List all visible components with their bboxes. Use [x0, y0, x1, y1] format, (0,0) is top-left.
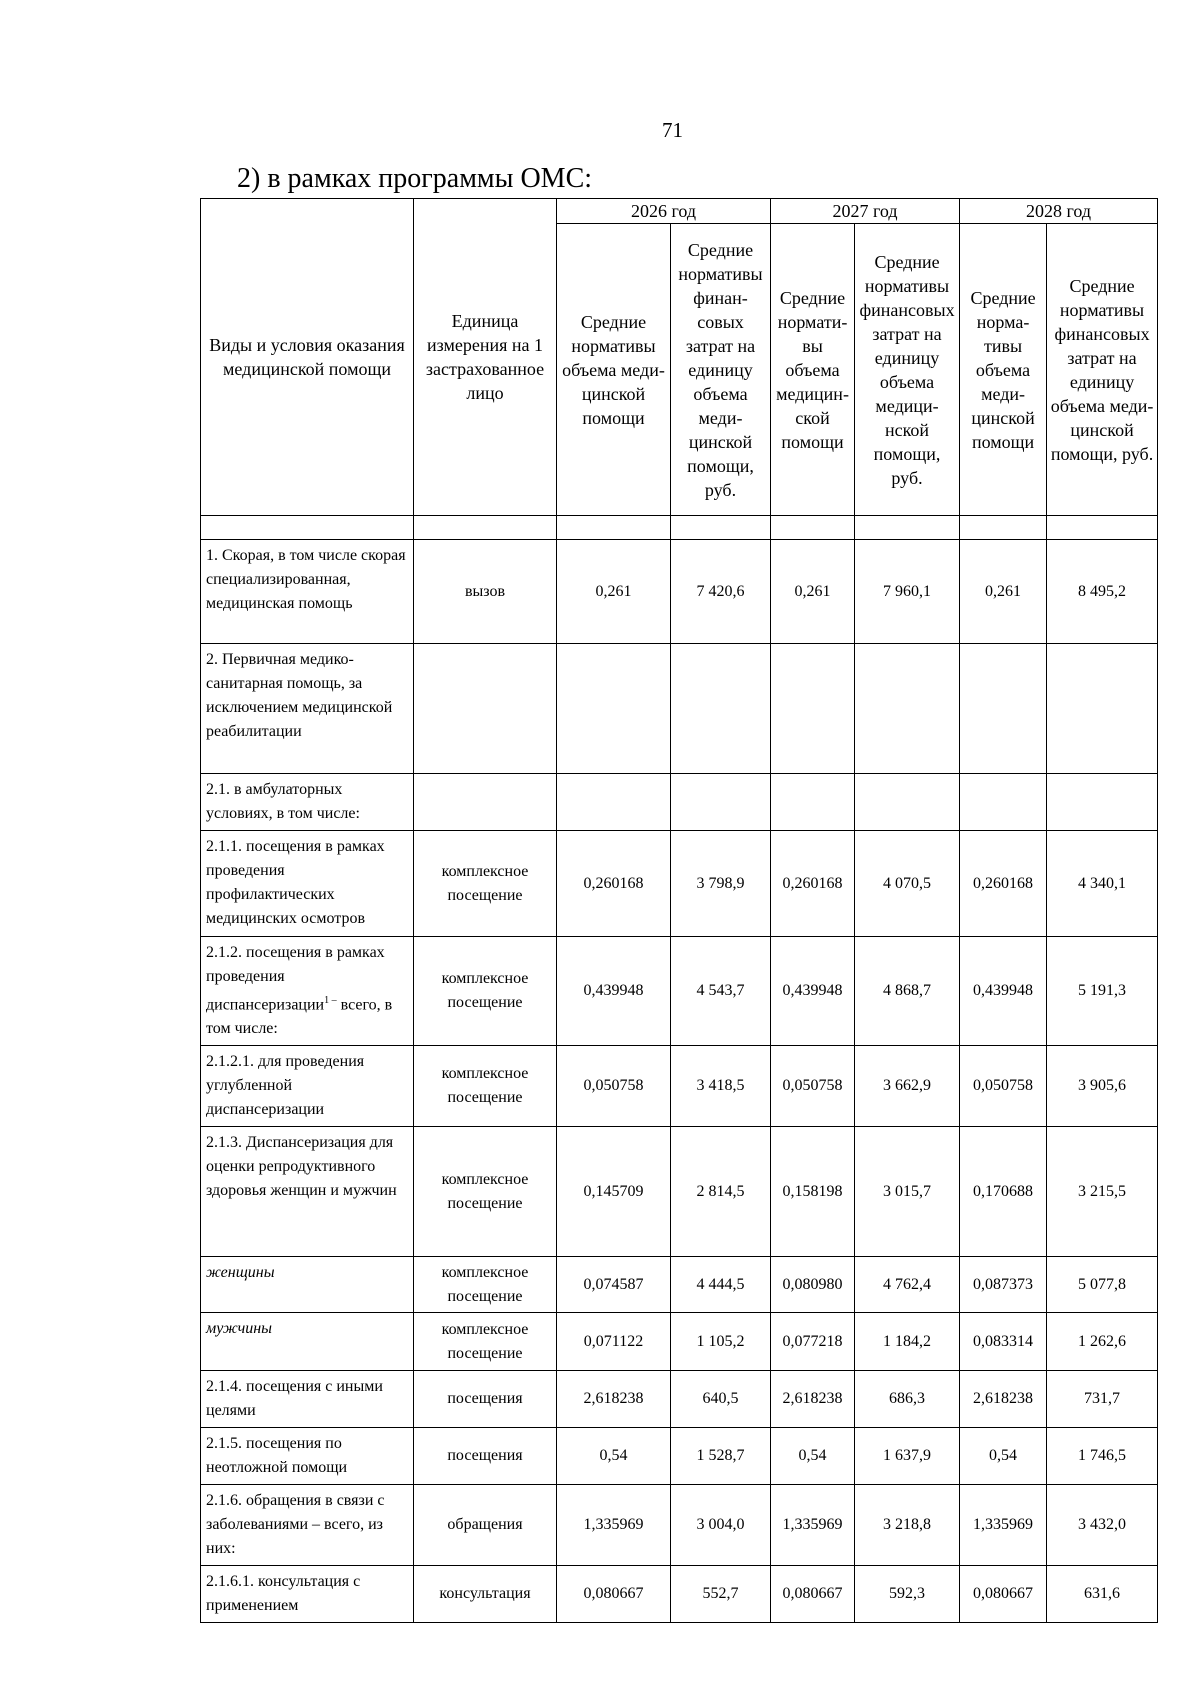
row-unit: комплексное посещение	[414, 937, 557, 1046]
row-name-text: 2. Первичная медико-санитарная помощь, за исключением медицинской реабилитации	[206, 651, 393, 740]
cell-volume-2027: 0,439948	[771, 937, 855, 1046]
cell-volume-2026: 2,618238	[557, 1371, 671, 1428]
cell-volume-2028: 0,439948	[960, 937, 1047, 1046]
cell-cost-2028: 3 215,5	[1047, 1127, 1158, 1257]
cell-volume-2028: 0,260168	[960, 831, 1047, 937]
cell-volume-2027: 1,335969	[771, 1485, 855, 1566]
cell-volume-2026: 0,260168	[557, 831, 671, 937]
cell-volume-2027: 0,261	[771, 540, 855, 644]
cell-cost-2026: 7 420,6	[671, 540, 771, 644]
cell-volume-2028: 1,335969	[960, 1485, 1047, 1566]
row-unit: комплексное посещение	[414, 1313, 557, 1371]
cell-cost-2028: 5 077,8	[1047, 1257, 1158, 1313]
cell-cost-2028: 3 432,0	[1047, 1485, 1158, 1566]
row-name-text: мужчины	[206, 1320, 272, 1338]
row-name-text: 1. Скорая, в том числе скорая специализированная, медицинская помощь	[206, 547, 406, 612]
cell-volume-2028	[960, 774, 1047, 831]
table-row	[201, 1428, 1158, 1485]
row-name-text: 2.1.2. посещения в рамках проведения диспансеризации	[206, 944, 385, 1014]
header-cost-2028: Средние нормативы финансовых затрат на единицу объема медицинской помощи, руб.	[1047, 224, 1158, 516]
row-unit: консультация	[414, 1566, 557, 1623]
cell-volume-2026: 0,54	[557, 1428, 671, 1485]
cell-volume-2028: 0,050758	[960, 1046, 1047, 1127]
cell-cost-2027: 7 960,1	[855, 540, 960, 644]
row-name-text: 2.1.3. Диспансеризация для оценки репродуктивного здоровья женщин и мужчин	[206, 1134, 397, 1200]
cell-volume-2028: 0,083314	[960, 1313, 1047, 1371]
table-row	[201, 1485, 1158, 1566]
row-name-text: 2.1.6.1. консультация с применением	[206, 1573, 361, 1615]
cell-cost-2026: 1 105,2	[671, 1313, 771, 1371]
row-name	[201, 774, 414, 831]
cell-cost-2027: 1 184,2	[855, 1313, 960, 1371]
row-name-text: женщины	[206, 1264, 275, 1282]
cell-volume-2027	[771, 644, 855, 774]
row-name	[201, 644, 414, 774]
cell-cost-2028: 1 262,6	[1047, 1313, 1158, 1371]
row-name	[201, 1127, 414, 1257]
table-row	[201, 937, 1158, 1046]
cell-cost-2028: 5 191,3	[1047, 937, 1158, 1046]
section-subtitle: 2) в рамках программы ОМС:	[237, 163, 593, 194]
cell-cost-2027: 3 015,7	[855, 1127, 960, 1257]
cell-cost-2028: 1 746,5	[1047, 1428, 1158, 1485]
cell-volume-2028: 0,54	[960, 1428, 1047, 1485]
row-unit: комплексное посещение	[414, 1046, 557, 1127]
cell-volume-2028: 0,261	[960, 540, 1047, 644]
row-name	[201, 1485, 414, 1566]
row-name	[201, 1313, 414, 1371]
cell-cost-2028: 3 905,6	[1047, 1046, 1158, 1127]
cell-volume-2028: 2,618238	[960, 1371, 1047, 1428]
spacer-row	[201, 516, 1158, 540]
footnote-marker: 1 –	[324, 995, 337, 1006]
table-row	[201, 1371, 1158, 1428]
table-row	[201, 540, 1158, 644]
row-name	[201, 1257, 414, 1313]
row-name-text: 2.1.4. посещения с иными целями	[206, 1378, 383, 1420]
cell-volume-2026: 0,071122	[557, 1313, 671, 1371]
row-name-text: 2.1.5. посещения по неотложной помощи	[206, 1435, 348, 1477]
cell-volume-2027: 0,080980	[771, 1257, 855, 1313]
cell-cost-2027: 592,3	[855, 1566, 960, 1623]
cell-volume-2028	[960, 644, 1047, 774]
cell-volume-2026: 1,335969	[557, 1485, 671, 1566]
cell-cost-2027: 3 218,8	[855, 1485, 960, 1566]
header-volume-2026: Средние нормативы объема медицинской помощи	[557, 224, 671, 516]
cell-cost-2027: 1 637,9	[855, 1428, 960, 1485]
row-name	[201, 1046, 414, 1127]
header-volume-2027: Средние нормативы объема медицинской помощи	[771, 224, 855, 516]
cell-volume-2027: 0,050758	[771, 1046, 855, 1127]
cell-cost-2028: 731,7	[1047, 1371, 1158, 1428]
cell-cost-2027	[855, 644, 960, 774]
cell-cost-2026: 4 543,7	[671, 937, 771, 1046]
cell-volume-2027: 0,158198	[771, 1127, 855, 1257]
row-name	[201, 937, 414, 1046]
cell-volume-2027: 0,54	[771, 1428, 855, 1485]
cell-cost-2026: 552,7	[671, 1566, 771, 1623]
cell-volume-2026	[557, 644, 671, 774]
cell-volume-2027: 2,618238	[771, 1371, 855, 1428]
cell-cost-2026: 2 814,5	[671, 1127, 771, 1257]
row-name-text: 2.1.1. посещения в рамках проведения профилактических медицинских осмотров	[206, 838, 385, 927]
cell-cost-2028: 4 340,1	[1047, 831, 1158, 937]
table-body	[201, 540, 1158, 1623]
cell-cost-2026: 4 444,5	[671, 1257, 771, 1313]
cell-cost-2026: 1 528,7	[671, 1428, 771, 1485]
row-name	[201, 831, 414, 937]
cell-cost-2026: 3 004,0	[671, 1485, 771, 1566]
header-year-2028: 2028 год	[960, 199, 1158, 224]
cell-cost-2026: 640,5	[671, 1371, 771, 1428]
table-row	[201, 1313, 1158, 1371]
row-name	[201, 1371, 414, 1428]
cell-volume-2026: 0,050758	[557, 1046, 671, 1127]
row-unit: комплексное посещение	[414, 1127, 557, 1257]
header-type: Виды и условия оказания медицинской помощи	[201, 199, 414, 516]
row-unit: обращения	[414, 1485, 557, 1566]
cell-volume-2028: 0,080667	[960, 1566, 1047, 1623]
row-name-text: 2.1.2.1. для проведения углубленной диспансеризации	[206, 1053, 365, 1119]
row-unit: комплексное посещение	[414, 831, 557, 937]
cell-volume-2027: 0,077218	[771, 1313, 855, 1371]
cell-volume-2026: 0,080667	[557, 1566, 671, 1623]
cell-volume-2028: 0,170688	[960, 1127, 1047, 1257]
cell-volume-2027: 0,080667	[771, 1566, 855, 1623]
row-unit: посещения	[414, 1371, 557, 1428]
header-unit: Единица измерения на 1 застрахованное лицо	[414, 199, 557, 516]
cell-volume-2026: 0,074587	[557, 1257, 671, 1313]
row-unit: вызов	[414, 540, 557, 644]
cell-volume-2026	[557, 774, 671, 831]
cell-cost-2028: 8 495,2	[1047, 540, 1158, 644]
cell-cost-2026	[671, 774, 771, 831]
header-volume-2028: Средние нормативы объема медицинской помощи	[960, 224, 1047, 516]
header-cost-2027: Средние нормативы финансовых затрат на единицу объема медицинской помощи, руб.	[855, 224, 960, 516]
row-unit: комплексное посещение	[414, 1257, 557, 1313]
cell-cost-2027: 4 868,7	[855, 937, 960, 1046]
standards-table	[200, 198, 1158, 1623]
row-name	[201, 1566, 414, 1623]
row-unit	[414, 644, 557, 774]
table-row	[201, 1046, 1158, 1127]
cell-cost-2028: 631,6	[1047, 1566, 1158, 1623]
row-name-continuation: всего, в том числе:	[206, 996, 393, 1038]
row-unit: посещения	[414, 1428, 557, 1485]
table-row	[201, 1127, 1158, 1257]
cell-volume-2027	[771, 774, 855, 831]
cell-cost-2027	[855, 774, 960, 831]
row-name	[201, 1428, 414, 1485]
row-name-text: 2.1.6. обращения в связи с заболеваниями – всего, из них:	[206, 1492, 385, 1558]
cell-cost-2027: 4 762,4	[855, 1257, 960, 1313]
header-cost-2026: Средние нормативы финансовых затрат на единицу объема медицинской помощи, руб.	[671, 224, 771, 516]
table-row	[201, 644, 1158, 774]
cell-volume-2026: 0,145709	[557, 1127, 671, 1257]
cell-cost-2026	[671, 644, 771, 774]
cell-cost-2026: 3 798,9	[671, 831, 771, 937]
cell-volume-2027: 0,260168	[771, 831, 855, 937]
cell-volume-2026: 0,439948	[557, 937, 671, 1046]
cell-cost-2027: 686,3	[855, 1371, 960, 1428]
header-year-2027: 2027 год	[771, 199, 960, 224]
cell-volume-2028: 0,087373	[960, 1257, 1047, 1313]
row-name-text: 2.1. в амбулаторных условиях, в том числе:	[206, 781, 360, 822]
cell-cost-2027: 3 662,9	[855, 1046, 960, 1127]
cell-cost-2027: 4 070,5	[855, 831, 960, 937]
table-row	[201, 774, 1158, 831]
row-unit	[414, 774, 557, 831]
header-year-2026: 2026 год	[557, 199, 771, 224]
cell-volume-2026: 0,261	[557, 540, 671, 644]
row-name	[201, 540, 414, 644]
table-row	[201, 831, 1158, 937]
table-row	[201, 1566, 1158, 1623]
cell-cost-2028	[1047, 774, 1158, 831]
table-row	[201, 1257, 1158, 1313]
cell-cost-2028	[1047, 644, 1158, 774]
cell-cost-2026: 3 418,5	[671, 1046, 771, 1127]
